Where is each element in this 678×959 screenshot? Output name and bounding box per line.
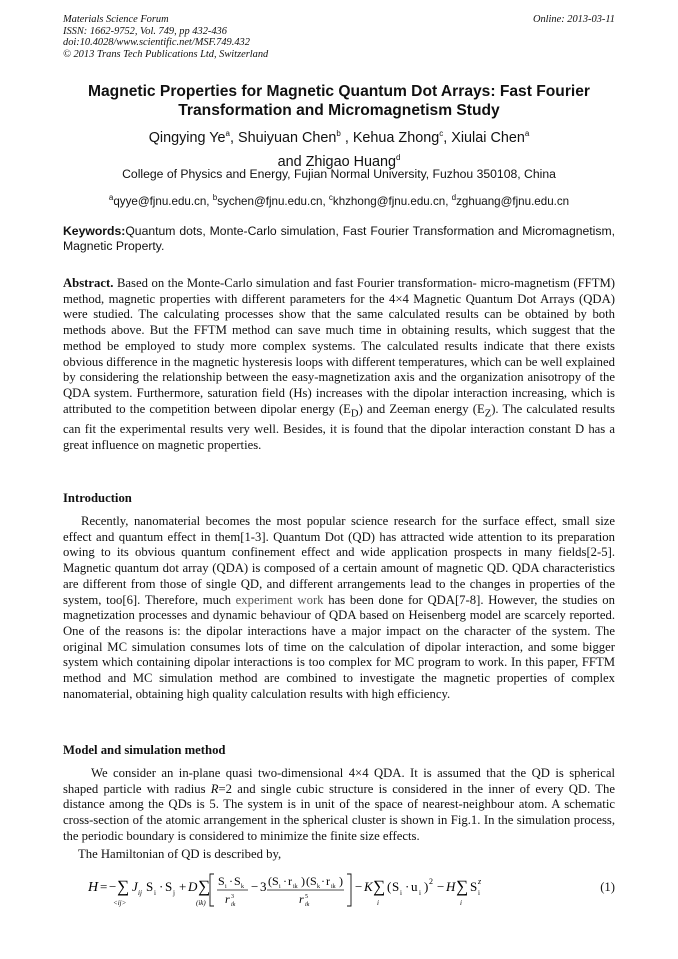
abstract-sub-z: Z [484, 408, 492, 420]
eq-s-iz-sub: i [478, 889, 480, 897]
eq-frac2-r1: r [288, 874, 292, 888]
eq-sum-2: ∑ [198, 877, 211, 896]
author-ye: Qingying Ye [148, 129, 226, 146]
eq-frac2-si: S [272, 874, 279, 888]
equation-graphic [88, 872, 588, 908]
author-chen-s: , Shuiyuan Chen [229, 129, 337, 146]
eq-minus-3: − [355, 879, 363, 894]
eq-frac1-dot: · [229, 874, 233, 888]
eq-s-j: S [165, 879, 173, 894]
model-text-1: We consider an in-plane quasi two-dimensional 4×4 QDA. It is assumed that the QD is spherical shaped particle with radius [63, 766, 615, 796]
keywords-label: Keywords: [63, 224, 126, 238]
eq-frac2-lp2: ( [306, 874, 310, 888]
eq-frac2-r-sub: ik [305, 902, 310, 908]
eq-frac2-rp2: ) [339, 874, 343, 888]
email-chen-s[interactable]: sychen@fjnu.edu.cn, [217, 194, 329, 208]
eq-frac2-rp1: ) [301, 874, 305, 888]
author-zhong-mark: c [439, 129, 444, 138]
doi-line: doi:10.4028/www.scientific.net/MSF.749.432 [63, 37, 250, 49]
eq-s-j-sub: j [173, 889, 175, 897]
eq-sum-4: ∑ [456, 877, 469, 896]
eq-u: u [411, 879, 418, 894]
copyright-line: © 2013 Trans Tech Publications Ltd, Switzerland [63, 48, 269, 60]
author-chen-s-mark: b [336, 129, 341, 138]
eq-j-sub: ij [138, 889, 142, 897]
abstract-text-1: Based on the Monte-Carlo simulation and fast Fourier transformation- micro-magnetism (FFTM) method, magnetic properties with different parameters for the 4×4 Magnetic Quantum Dot Arrays (QDA) were studied. The calculating processes show that the same calculated results can be obtained by both methods above. But the FFTM method can save much time in obtaining results, which suggest that the method be employed to study more complex systems. The calculated results indicate that there exists obvious difference in the magnetic hysteresis loops with different temperatures, which can be well explained by considering the relationship between the easy-magnetization axis and the organization anisotropy of the QDA system. Furthermore, saturation field (Hs) increases with the dipolar interaction increasing, which is attributed to the competition between dipolar energy (E [63, 276, 615, 416]
eq-frac2-r1-sub: ik [293, 884, 298, 890]
eq-h-field: H [446, 879, 456, 894]
hamiltonian-intro: The Hamiltonian of QD is described by, [78, 847, 282, 861]
eq-frac1-r-sub: ik [231, 902, 236, 908]
model-radius-symbol: R [210, 781, 219, 796]
abstract-label: Abstract. [63, 276, 114, 290]
eq-frac2-dot1: · [283, 874, 287, 888]
eq-minus-1: − [109, 879, 117, 894]
eq-frac2-si-sub: i [279, 884, 281, 890]
model-text-2: =2 and single cubic structure is considered in the inner of every QD. The distance among the QDs is 5. The system is in unit of the space of nearest-neighbour atom. A schematic cross-section of the atomic arrangement in the spherical cluster is shown in Fig.1. In the simulation process, the periodic boundary is considered to minimize the finite size effects. [63, 781, 615, 843]
eq-h: H [88, 880, 99, 895]
email-mark-a: a [108, 193, 114, 202]
eq-lp3: ( [387, 879, 392, 894]
author-line-1 [63, 124, 615, 148]
abstract-text-3: ). The calculated results can fit the experimental results very well. Besides, it is found that the dipolar interaction constant D has a great influence on magnetic properties. [63, 401, 615, 452]
abstract-sub-d: D [350, 408, 359, 420]
eq-sum-3-index: i [377, 899, 379, 907]
eq-right-bracket [347, 874, 351, 906]
eq-frac2-r2: r [326, 874, 330, 888]
affiliation: College of Physics and Energy, Fujian Normal University, Fuzhou 350108, China [122, 167, 556, 181]
abstract-text-2: ) and Zeeman energy (E [358, 401, 485, 416]
eq-frac2-r: r [299, 892, 304, 906]
intro-heading: Introduction [63, 491, 132, 505]
paper-title [63, 82, 615, 120]
eq-sum-2-index: (ik) [196, 899, 206, 907]
author-chen-x: , Xiulai Chen [443, 129, 525, 146]
email-mark-b: b [212, 193, 218, 202]
eq-sum-3: ∑ [373, 877, 386, 896]
eq-three: 3 [260, 879, 267, 894]
abstract [63, 276, 615, 453]
eq-sum-1-index: <ij> [113, 899, 127, 907]
eq-u-sub: i [419, 889, 421, 897]
model-paragraph [63, 766, 615, 845]
author-list [63, 124, 615, 172]
eq-frac1-si: S [218, 874, 225, 888]
eq-frac2-sk-sub: k [317, 884, 320, 890]
author-ye-mark: a [225, 129, 230, 138]
eq-frac2-sk: S [310, 874, 317, 888]
eq-j: J [132, 879, 138, 894]
eq-dot-3: · [405, 879, 410, 894]
author-huang: and Zhigao Huang [277, 153, 396, 170]
eq-s-iz: S [470, 879, 478, 894]
issn-line: ISSN: 1662-9752, Vol. 749, pp 432-436 [63, 25, 227, 37]
eq-frac1-sk-sub: k [241, 884, 244, 890]
eq-frac2-lp1: ( [268, 874, 272, 888]
eq-square: 2 [429, 877, 433, 886]
eq-frac1-r-power: 3 [231, 894, 234, 900]
eq-dot-1: · [159, 879, 164, 894]
eq-s-i-2: S [392, 879, 400, 894]
equation-number: (1) [600, 880, 615, 894]
eq-frac2-r-power: 5 [305, 894, 308, 900]
title-line-1: Magnetic Properties for Magnetic Quantum Dot Arrays: Fast Fourier [88, 83, 590, 100]
eq-plus: + [179, 879, 187, 894]
email-mark-c: c [328, 193, 333, 202]
email-zhong[interactable]: khzhong@fjnu.edu.cn, [332, 194, 452, 208]
title-line-2: Transformation and Micromagnetism Study [178, 102, 500, 119]
eq-sum-1: ∑ [117, 877, 130, 896]
eq-rp3: ) [424, 879, 429, 894]
author-zhong: , Kehua Zhong [340, 129, 440, 146]
online-date: Online: 2013-03-11 [532, 14, 615, 25]
eq-frac1-si-sub: i [225, 884, 227, 890]
intro-text-2: has been done for QDA[7-8]. However, the studies on magnetization processes and dynamic behaviour of QDA based on Heisenberg model are scarcely reported. One of the reasons is: the dipolar interactions have a major impact on the character of the system. The original MC simulation consumes lots of time on the calculation of dipolar interaction, and some bigger system which containing dipolar interactions is too complex for MC program to work. In this paper, FFTM method and MC simulation method are combined to investigate the magnetic properties of complex nanomaterial, obtaining high quality calculation results with high efficiency. [63, 592, 615, 701]
eq-d: D [188, 879, 198, 894]
email-huang[interactable]: zghuang@fjnu.edu.cn [456, 194, 570, 208]
hamiltonian-equation [88, 872, 615, 908]
eq-minus-2: − [251, 879, 259, 894]
intro-paragraph [63, 514, 615, 702]
intro-text-1: Recently, nanomaterial becomes the most popular science research for the surface effect, small size effect and quantum effect in them[1-3]. Quantum Dot (QD) has attracted wide attention to its preparation owing to its obvious quantum confinement effect and wide application prospects in many fields[2-5]. Magnetic quantum dot array (QDA) is composed of a certain amount of magnetic QD. QDA characteristics are different from those of single QD, and different arrangements lead to the changes in properties of the system, too[6]. Therefore, much [63, 514, 615, 607]
keywords-text: Quantum dots, Monte-Carlo simulation, Fast Fourier Transformation and Micromagnetism, Magnetic Property. [63, 224, 615, 254]
email-mark-d: d [451, 193, 457, 202]
eq-s-i-2-sub: i [400, 889, 402, 897]
eq-minus-4: − [437, 879, 445, 894]
keywords [63, 224, 615, 254]
eq-s-i: S [146, 879, 154, 894]
eq-frac2-r2-sub: ik [331, 884, 336, 890]
eq-frac2-dot2: · [321, 874, 325, 888]
eq-sum-4-index: i [460, 899, 462, 907]
author-huang-mark: d [395, 152, 401, 162]
eq-s-i-sub: i [154, 889, 156, 897]
author-chen-x-mark: a [524, 129, 530, 138]
eq-left-bracket [210, 874, 214, 906]
journal-name: Materials Science Forum [63, 14, 169, 25]
intro-highlight: experiment work [235, 592, 324, 607]
model-heading: Model and simulation method [63, 743, 226, 757]
eq-k: K [364, 879, 373, 894]
journal-header [63, 14, 615, 60]
email-ye[interactable]: qyye@fjnu.edu.cn, [113, 194, 213, 208]
eq-equals: = [100, 879, 108, 894]
eq-s-iz-sup: z [478, 877, 482, 886]
author-emails [63, 190, 615, 209]
eq-frac1-r: r [225, 892, 230, 906]
eq-frac1-sk: S [234, 874, 241, 888]
